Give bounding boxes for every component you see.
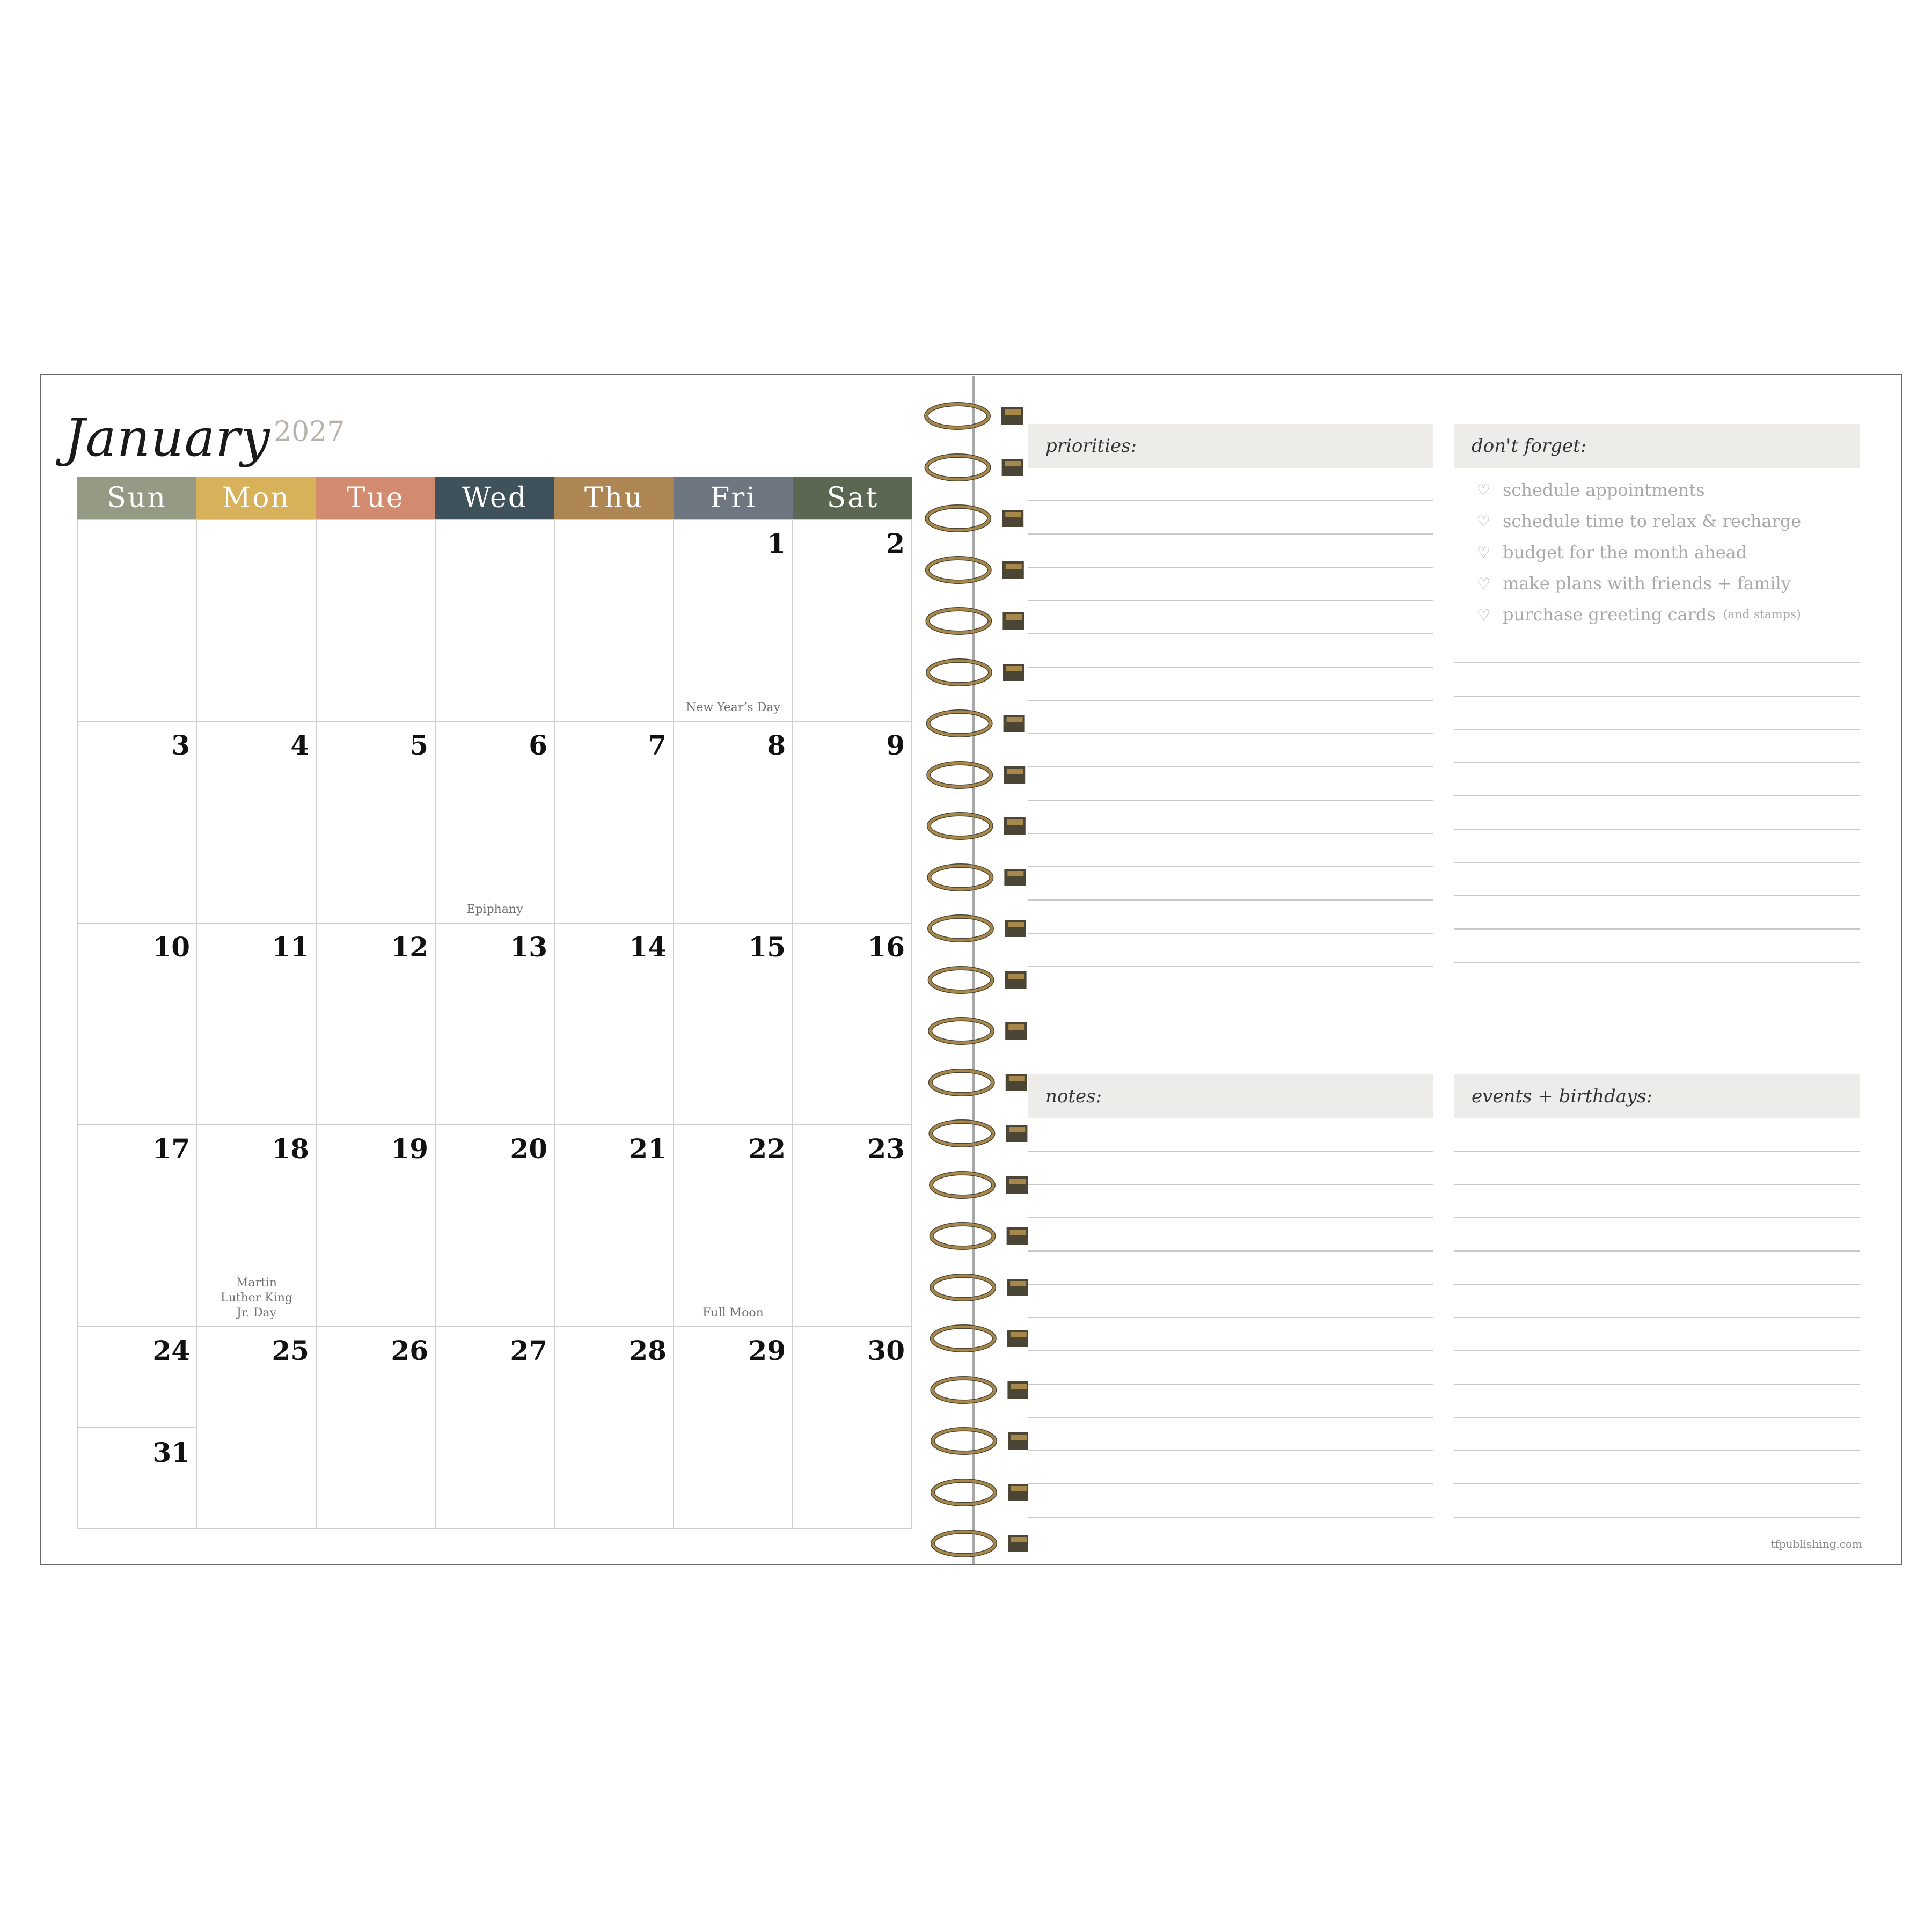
weekday-mon: Mon [196,477,316,519]
day-cell[interactable] [674,520,793,722]
day-cell[interactable] [555,924,674,1125]
coil-ring [921,651,1028,694]
checklist-item[interactable] [1454,474,1860,506]
day-cell[interactable] [674,1327,793,1529]
day-cell[interactable] [793,1327,912,1529]
day-number: 9 [886,729,905,761]
weekday-tue: Tue [316,477,435,519]
writing-line[interactable] [1454,863,1860,896]
dont-forget-checklist [1454,468,1860,630]
day-number: 30 [867,1335,905,1366]
day-cell[interactable] [317,520,436,722]
day-number: 14 [629,931,667,963]
day-number: 15 [748,931,786,963]
writing-line[interactable] [1028,834,1433,867]
day-cell[interactable] [197,924,317,1125]
calendar-grid [77,519,912,1529]
writing-line[interactable] [1028,1385,1433,1418]
heart-checkbox-icon[interactable]: ♡ [1477,512,1491,530]
writing-line[interactable] [1028,1152,1433,1185]
coil-ring [921,958,1028,1001]
writing-line[interactable] [1028,767,1433,801]
checklist-item[interactable] [1454,599,1860,630]
events-panel [1454,1074,1860,1518]
day-number: 7 [648,729,667,761]
day-number: 18 [272,1133,309,1165]
weekday-sun: Sun [77,477,196,519]
checklist-item-text: make plans with friends + family [1503,573,1791,594]
writing-line[interactable] [1454,1351,1860,1385]
writing-line[interactable] [1454,896,1860,930]
writing-line[interactable] [1454,1118,1860,1152]
events-lines [1454,1118,1860,1518]
notes-lines [1028,1118,1433,1518]
holiday-label: New Year’s Day [686,701,780,714]
day-cell[interactable] [317,924,436,1125]
month-calendar [77,477,912,1529]
writing-line[interactable] [1454,930,1860,963]
day-cell[interactable] [793,924,912,1125]
day-cell[interactable] [793,722,912,924]
coil-ring [921,1112,1028,1155]
writing-line[interactable] [1454,1418,1860,1451]
writing-line[interactable] [1028,901,1433,934]
writing-line[interactable] [1028,668,1433,701]
coil-ring [921,1317,1028,1360]
writing-line[interactable] [1454,1185,1860,1218]
writing-line[interactable] [1454,1152,1860,1185]
weekday-wed: Wed [435,477,554,519]
checklist-item-note: (and stamps) [1723,608,1801,621]
weekday-sat: Sat [793,477,912,519]
day-cell[interactable] [436,520,555,722]
day-number: 31 [152,1437,190,1468]
writing-line[interactable] [1028,867,1433,901]
day-cell[interactable] [436,924,555,1125]
writing-line[interactable] [1454,1218,1860,1252]
day-cell[interactable] [78,520,197,722]
writing-line[interactable] [1028,1218,1433,1252]
writing-line[interactable] [1028,468,1433,501]
day-number: 11 [272,931,309,963]
day-cell[interactable] [197,520,317,722]
writing-line[interactable] [1028,934,1433,967]
holiday-label: Full Moon [702,1306,764,1320]
dont-forget-lines [1454,630,1860,963]
writing-line[interactable] [1028,1252,1433,1285]
day-cell[interactable] [555,520,674,722]
writing-line[interactable] [1028,568,1433,601]
writing-line[interactable] [1454,663,1860,697]
heart-checkbox-icon[interactable]: ♡ [1477,605,1491,624]
day-number: 26 [391,1335,428,1366]
coil-ring [921,1368,1028,1411]
cell-divider [78,1427,196,1428]
notes-panel [1028,1074,1433,1518]
day-number: 4 [290,729,309,761]
writing-line[interactable] [1454,1484,1860,1518]
writing-line[interactable] [1028,634,1433,668]
weekday-header-row [77,477,912,519]
heart-checkbox-icon[interactable]: ♡ [1477,481,1491,499]
writing-line[interactable] [1454,1385,1860,1418]
month-title: January [64,408,270,468]
day-cell[interactable] [555,1125,674,1327]
day-cell[interactable] [436,1125,555,1327]
day-cell[interactable] [555,722,674,924]
writing-line[interactable] [1454,1252,1860,1285]
writing-line[interactable] [1454,730,1860,763]
events-heading: events + birthdays: [1454,1074,1860,1118]
day-cell[interactable] [317,1327,436,1529]
day-number: 3 [171,729,190,761]
coil-ring [921,1009,1028,1052]
day-number: 19 [391,1133,428,1165]
writing-line[interactable] [1028,1185,1433,1218]
checklist-item-text: purchase greeting cards [1503,604,1716,625]
day-number: 27 [510,1335,547,1366]
heart-checkbox-icon[interactable]: ♡ [1477,543,1491,561]
writing-line[interactable] [1028,701,1433,734]
coil-ring [921,599,1028,642]
writing-line[interactable] [1028,1418,1433,1451]
coil-ring [921,394,1028,437]
writing-line[interactable] [1028,1484,1433,1518]
coil-ring [921,907,1028,950]
notes-heading: notes: [1028,1074,1433,1118]
coil-ring [921,856,1028,899]
day-number: 24 [152,1335,190,1366]
writing-line[interactable] [1028,1351,1433,1385]
weekday-fri: Fri [674,477,793,519]
year-label: 2027 [274,416,345,448]
day-number: 23 [867,1133,905,1165]
day-cell[interactable] [78,1327,197,1529]
writing-line[interactable] [1454,796,1860,830]
day-number: 12 [391,931,428,963]
day-cell[interactable] [674,1125,793,1327]
day-number: 8 [767,729,786,761]
day-cell[interactable] [317,1125,436,1327]
writing-line[interactable] [1028,1451,1433,1484]
priorities-lines [1028,468,1433,967]
dont-forget-heading: don't forget: [1454,424,1860,468]
day-number: 21 [629,1133,667,1165]
day-number: 20 [510,1133,547,1165]
day-cell[interactable] [793,520,912,722]
day-cell[interactable] [793,1125,912,1327]
dont-forget-panel [1454,424,1860,963]
coil-ring [921,753,1028,796]
coil-ring [921,446,1028,489]
day-cell[interactable] [436,722,555,924]
day-cell[interactable] [317,722,436,924]
priorities-heading: priorities: [1028,424,1433,468]
heart-checkbox-icon[interactable]: ♡ [1477,574,1491,592]
writing-line[interactable] [1454,1285,1860,1318]
writing-line[interactable] [1028,734,1433,767]
coil-ring [921,1266,1028,1309]
checklist-item-text: budget for the month ahead [1503,542,1747,562]
holiday-label: Martin Luther King Jr. Day [220,1276,293,1320]
day-number: 10 [152,931,190,963]
writing-line[interactable] [1454,1451,1860,1484]
spiral-binding [921,394,1028,1564]
day-number: 1 [767,528,786,559]
publisher-url: tfpublishing.com [1770,1538,1862,1550]
writing-line[interactable] [1454,1318,1860,1351]
writing-line[interactable] [1028,601,1433,634]
day-cell[interactable] [78,1125,197,1327]
day-number: 5 [409,729,428,761]
checklist-item[interactable] [1454,537,1860,568]
checklist-item[interactable] [1454,506,1860,537]
writing-line[interactable] [1028,1285,1433,1318]
writing-line[interactable] [1028,801,1433,834]
writing-line[interactable] [1028,1318,1433,1351]
day-cell[interactable] [674,722,793,924]
coil-ring [921,1419,1028,1462]
day-cell[interactable] [436,1327,555,1529]
coil-ring [921,497,1028,540]
writing-line[interactable] [1028,535,1433,568]
day-number: 25 [272,1335,309,1366]
writing-line[interactable] [1454,763,1860,796]
writing-line[interactable] [1454,697,1860,730]
coil-ring [921,1471,1028,1514]
writing-line[interactable] [1028,501,1433,535]
day-number: 29 [748,1335,786,1366]
coil-ring [921,804,1028,847]
day-number: 22 [748,1133,786,1165]
day-cell[interactable] [78,722,197,924]
checklist-item[interactable] [1454,568,1860,599]
day-cell[interactable] [197,722,317,924]
writing-line[interactable] [1454,830,1860,863]
coil-ring [921,1163,1028,1206]
weekday-thu: Thu [554,477,674,519]
day-cell[interactable] [674,924,793,1125]
day-number: 17 [152,1133,190,1165]
day-number: 16 [867,931,905,963]
writing-line[interactable] [1028,1118,1433,1152]
writing-line[interactable] [1454,630,1860,663]
day-cell[interactable] [197,1125,317,1327]
checklist-item-text: schedule time to relax & recharge [1503,511,1802,531]
day-cell[interactable] [555,1327,674,1529]
day-number: 13 [510,931,547,963]
priorities-panel [1028,424,1433,967]
day-number: 6 [529,729,547,761]
coil-ring [921,702,1028,745]
coil-ring [921,1061,1028,1104]
day-number: 28 [629,1335,667,1366]
holiday-label: Epiphany [466,903,523,916]
day-cell[interactable] [197,1327,317,1529]
coil-ring [921,1214,1028,1257]
day-number: 2 [886,528,905,559]
checklist-item-text: schedule appointments [1503,480,1705,500]
coil-ring [921,1522,1028,1565]
day-cell[interactable] [78,924,197,1125]
coil-ring [921,548,1028,591]
